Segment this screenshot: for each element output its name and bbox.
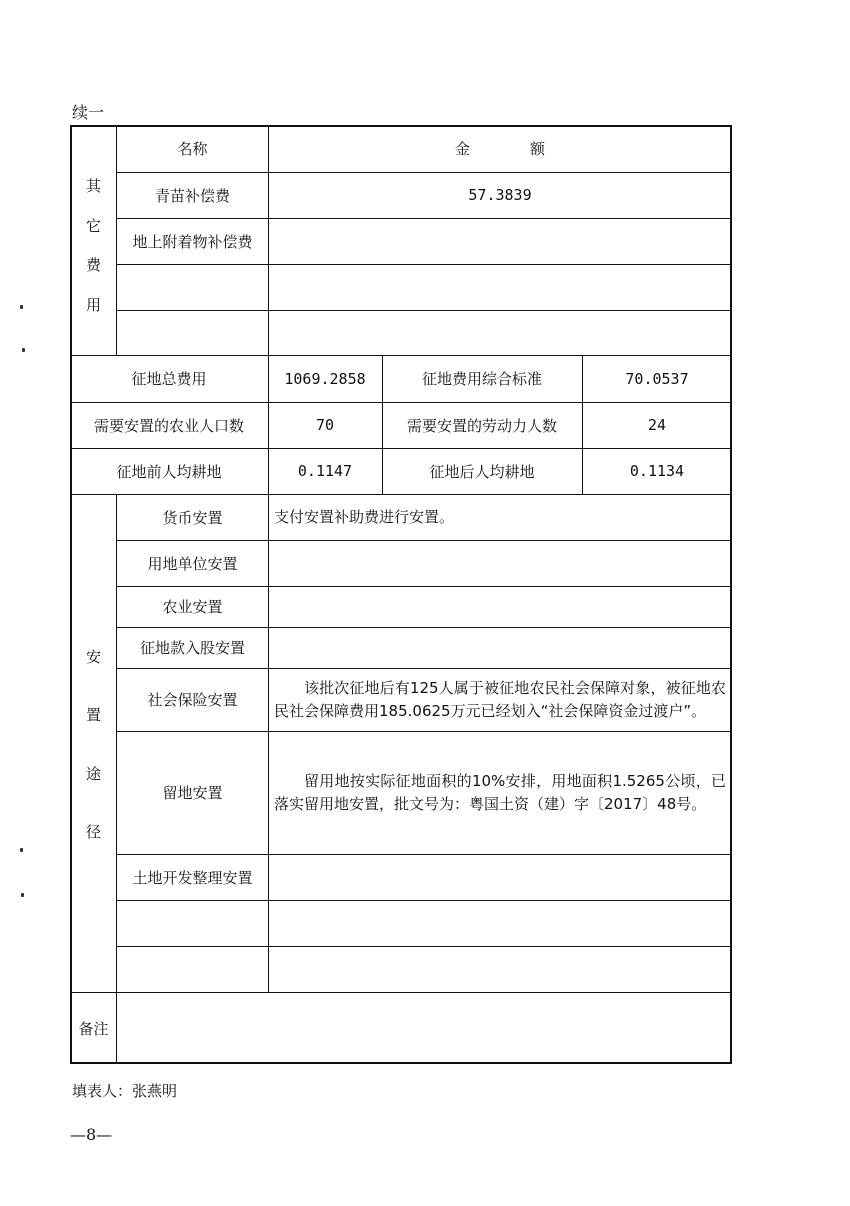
standard-label: 征地费用综合标准 — [421, 370, 542, 388]
grid-line — [116, 900, 732, 901]
fee-row-amount — [268, 218, 732, 264]
remarks-label: 备注 — [78, 1019, 109, 1038]
fee-row-amount — [268, 264, 732, 310]
grid-line — [116, 494, 117, 1064]
grid-line — [116, 218, 732, 219]
resettlement-char: 安 — [85, 648, 101, 666]
grid-line — [582, 355, 583, 494]
before-value: 0.1147 — [297, 462, 353, 480]
scan-speck — [20, 848, 23, 852]
resettlement-char: 径 — [85, 822, 101, 841]
grid-line — [116, 854, 732, 855]
resettle-row-name: 农业安置 — [162, 598, 223, 616]
scan-speck — [21, 893, 24, 897]
total-fee-label: 征地总费用 — [131, 370, 207, 388]
remarks-content — [117, 992, 732, 1064]
resettle-content-text: 支付安置补助费进行安置。 — [274, 507, 455, 526]
after-value: 0.1134 — [629, 462, 685, 480]
fee-row-amount: 57.3839 — [468, 186, 532, 204]
after-label: 征地后人均耕地 — [429, 462, 535, 481]
grid-line — [116, 540, 732, 541]
land-acquisition-form-table — [70, 125, 732, 1064]
standard-value: 70.0537 — [625, 369, 689, 388]
resettle-row-content — [268, 854, 732, 900]
fee-row-name: 地上附着物补偿费 — [132, 232, 253, 251]
scan-speck — [20, 305, 23, 309]
grid-line — [116, 731, 732, 732]
other-fees-char: 其 — [85, 177, 101, 195]
resettle-row-content — [268, 946, 732, 992]
table-border — [70, 125, 732, 127]
labor-label: 需要安置的劳动力人数 — [406, 416, 557, 435]
grid-line — [116, 586, 732, 587]
resettlement-char: 途 — [85, 764, 101, 783]
table-border — [70, 125, 72, 1064]
header-amount: 金 额 — [454, 140, 545, 158]
resettle-row-name — [117, 946, 268, 992]
resettle-row-name: 征地款入股安置 — [139, 639, 245, 657]
resettle-content-text: 该批次征地后有125人属于被征地农民社会保障对象，被征地农民社会保障费用185.0625万元已经划入“社会保障资金过渡户”。 — [274, 678, 726, 720]
other-fees-group-label — [70, 175, 117, 315]
grid-line — [70, 448, 732, 449]
grid-line — [116, 310, 732, 311]
grid-line — [116, 627, 732, 628]
grid-line — [116, 946, 732, 947]
form-filler: 填表人：张燕明 — [72, 1082, 178, 1100]
grid-line — [116, 668, 732, 669]
resettle-row-content — [268, 540, 732, 586]
resettlement-group-label — [70, 646, 117, 842]
grid-line — [116, 125, 117, 355]
resettle-row-name — [117, 900, 268, 946]
resettle-content-text: 留用地按实际征地面积的10%安排，用地面积1.5265公顷，已落实留用地安置，批文号为：粤国土资（建）字〔2017〕48号。 — [274, 771, 726, 813]
grid-line — [268, 125, 269, 992]
resettle-row-content — [268, 731, 732, 854]
fee-row-name — [117, 310, 268, 355]
labor-value: 24 — [647, 416, 667, 434]
table-border — [70, 1062, 732, 1064]
scan-speck — [22, 348, 25, 352]
header-name: 名称 — [177, 140, 208, 158]
table-border — [730, 125, 732, 1064]
resettle-row-name: 土地开发整理安置 — [132, 868, 253, 887]
resettle-row-content — [268, 668, 732, 731]
fee-row-amount — [268, 310, 732, 355]
grid-line — [116, 172, 732, 173]
resettle-row-content — [268, 627, 732, 668]
resettle-row-name: 用地单位安置 — [147, 554, 238, 573]
grid-line — [70, 494, 732, 495]
resettle-row-content — [268, 900, 732, 946]
grid-line — [382, 355, 383, 494]
other-fees-char: 费 — [85, 256, 101, 275]
population-value: 70 — [315, 416, 335, 434]
resettle-row-name: 货币安置 — [162, 508, 223, 527]
resettle-row-content — [268, 586, 732, 627]
before-label: 征地前人均耕地 — [116, 462, 222, 481]
grid-line — [70, 402, 732, 403]
grid-line — [116, 264, 732, 265]
fee-row-name — [117, 264, 268, 310]
resettle-row-content — [268, 494, 732, 540]
resettle-row-name: 留地安置 — [162, 784, 223, 802]
resettlement-char: 置 — [85, 706, 101, 725]
other-fees-char: 用 — [85, 295, 101, 314]
total-fee-value: 1069.2858 — [284, 369, 366, 388]
other-fees-char: 它 — [85, 216, 101, 235]
population-label: 需要安置的农业人口数 — [93, 416, 244, 435]
fee-row-name: 青苗补偿费 — [154, 186, 230, 205]
page-number: —8— — [70, 1125, 113, 1144]
grid-line — [70, 355, 732, 356]
resettle-row-name: 社会保险安置 — [147, 691, 238, 709]
grid-line — [70, 992, 732, 993]
continuation-label: 续一 — [72, 103, 105, 122]
